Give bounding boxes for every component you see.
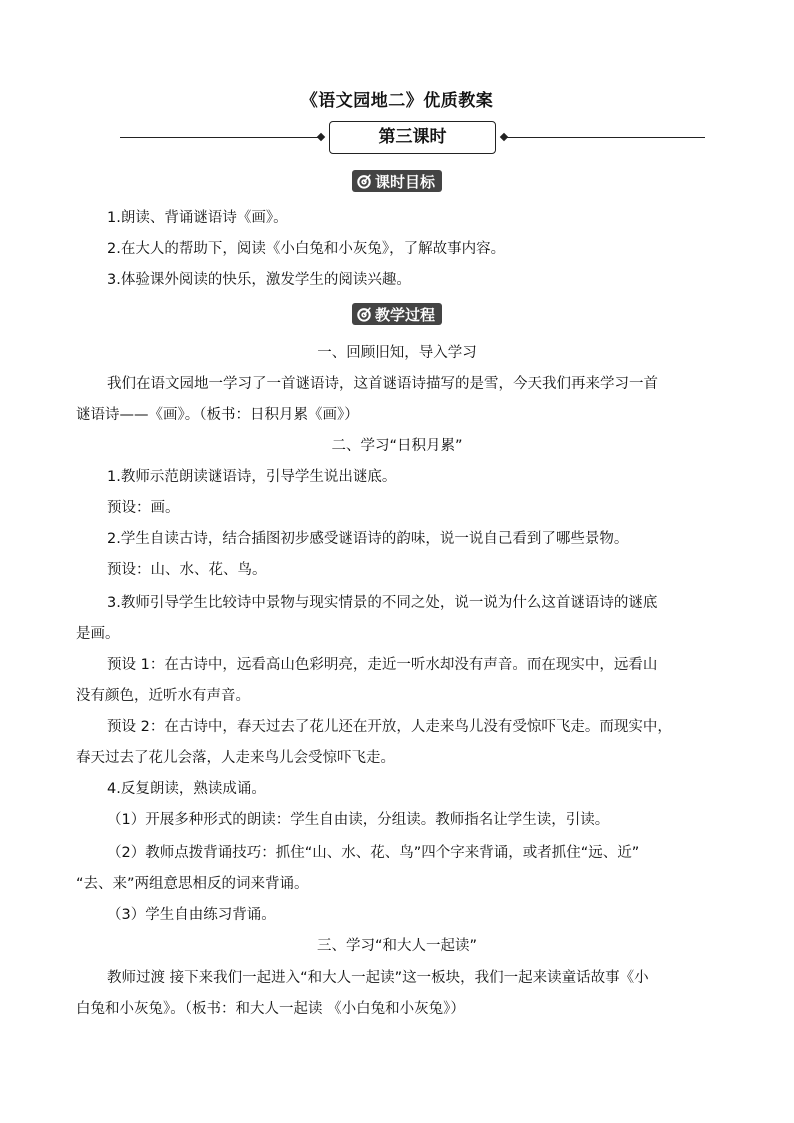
objectives-tag [0,170,794,194]
document-title: 《语文园地二》优质教案 [300,91,494,111]
step-line: 是画。 [76,626,120,642]
divider-diamond-left [317,133,325,141]
objective-item: 2.在大人的帮助下，阅读《小白兔和小灰兔》，了解故事内容。 [107,241,506,257]
objectives-heading: 课时目标 [374,172,435,191]
step-line: 2.学生自读古诗，结合插图初步感受谜语诗的韵味，说一说自己看到了哪些景物。 [107,531,629,547]
preset-line: 春天过去了花儿会落，人走来鸟儿会受惊吓飞走。 [76,750,395,766]
paragraph-line: 教师过渡 接下来我们一起进入“和大人一起读”这一板块，我们一起来读童话故事《小 [107,970,649,986]
process-heading: 教学过程 [374,305,435,324]
objective-item: 3.体验课外阅读的快乐，激发学生的阅读兴趣。 [107,272,411,288]
preset-line: 预设 2：在古诗中，春天过去了花儿还在开放，人走来鸟儿没有受惊吓飞走。而现实中， [107,719,672,735]
preset-line: 没有颜色，近听水有声音。 [76,688,250,704]
paragraph-line: 谜语诗——《画》。（板书：日积月累《画》） [76,407,359,423]
substep-line: （3）学生自由练习背诵。 [107,907,276,923]
part2-title: 二、学习“日积月累” [331,438,463,454]
substep-line: （1）开展多种形式的朗读：学生自由读，分组读。教师指名让学生读，引读。 [107,812,610,828]
preset-line: 预设：山、水、花、鸟。 [107,562,267,578]
substep-line: “去、来”两组意思相反的词来背诵。 [76,876,309,892]
objective-item: 1.朗读、背诵谜语诗《画》。 [107,210,288,226]
divider-right [505,137,705,138]
step-line: 4.反复朗读，熟读成诵。 [107,781,266,797]
preset-line: 预设 1：在古诗中，远看高山色彩明亮，走近一听水却没有声音。而在现实中，远看山 [107,657,658,673]
divider-left [120,137,320,138]
step-line: 3.教师引导学生比较诗中景物与现实情景的不同之处，说一说为什么这首谜语诗的谜底 [107,595,658,611]
step-line: 1.教师示范朗读谜语诗，引导学生说出谜底。 [107,469,397,485]
target-icon [355,305,373,323]
lesson-banner [120,120,705,156]
target-icon [355,172,373,190]
paragraph-line: 我们在语文园地一学习了一首谜语诗，这首谜语诗描写的是雪，今天我们再来学习一首 [107,376,658,392]
substep-line: （2）教师点拨背诵技巧：抓住“山、水、花、鸟”四个字来背诵，或者抓住“远、近” [107,845,640,861]
process-tag [0,303,794,327]
preset-line: 预设：画。 [107,500,180,516]
part1-title: 一、回顾旧知，导入学习 [317,345,477,361]
part3-title: 三、学习“和大人一起读” [316,938,478,954]
lesson-label: 第三课时 [329,121,496,154]
paragraph-line: 白兔和小灰兔》。（板书：和大人一起读 《小白兔和小灰兔》） [76,1001,465,1017]
